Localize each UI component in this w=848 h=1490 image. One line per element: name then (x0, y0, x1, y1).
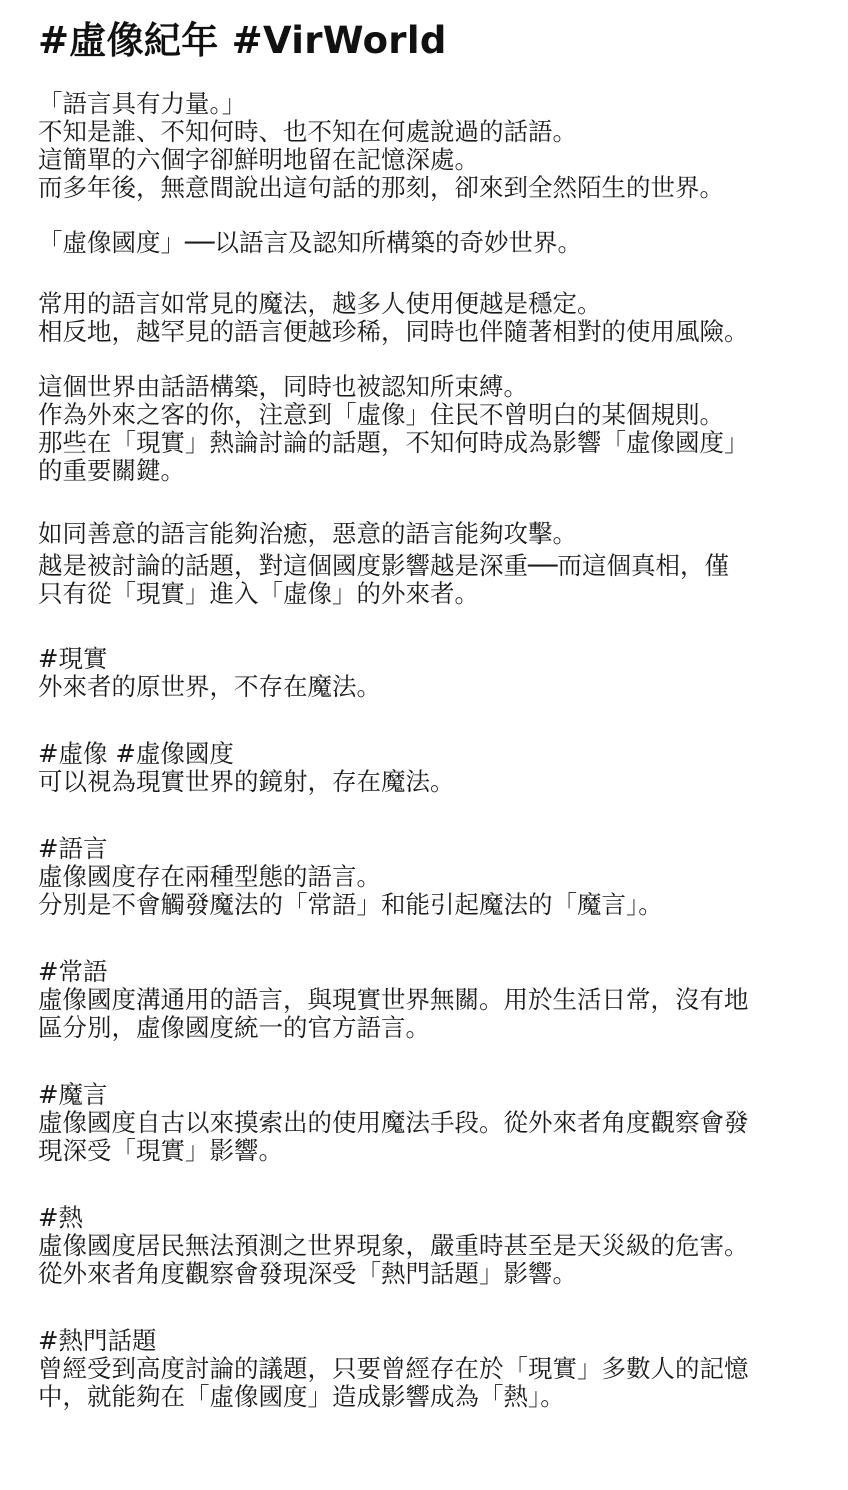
world-rule-line: 這個世界由話語構築，同時也被認知所束縛。 (38, 372, 528, 401)
truth-line: 越是被討論的話題，對這個國度影響越是深重──而這個真相，僅 (38, 551, 729, 580)
intro-section (38, 90, 812, 202)
definition-line: 「虛像國度」──以語言及認知所構築的奇妙世界。 (38, 228, 582, 257)
glossary-line: 虛像國度存在兩種型態的語言。 (38, 862, 381, 891)
world-rule-line: 作為外來之客的你，注意到「虛像」住民不曾明白的某個規則。 (38, 400, 724, 429)
glossary-line: 區分別，虛像國度統一的官方語言。 (38, 1013, 430, 1042)
intro-line: 而多年後，無意間說出這句話的那刻，卻來到全然陌生的世界。 (38, 173, 724, 202)
glossary-line: 曾經受到高度討論的議題，只要曾經存在於「現實」多數人的記憶 (38, 1354, 749, 1383)
glossary-magic-words (38, 1080, 812, 1165)
glossary-heat (38, 1203, 812, 1288)
glossary-tag: #虛像 #虛像國度 (38, 739, 234, 768)
intro-line: 這簡單的六個字卻鮮明地留在記憶深處。 (38, 145, 479, 174)
glossary-line: 中，就能夠在「虛像國度」造成影響成為「熱」。 (38, 1382, 565, 1411)
glossary-line: 可以視為現實世界的鏡射，存在魔法。 (38, 767, 455, 796)
glossary-line: 外來者的原世界，不存在魔法。 (38, 672, 381, 701)
glossary-hot-topic (38, 1326, 812, 1411)
glossary-line: 分別是不會觸發魔法的「常語」和能引起魔法的「魔言」。 (38, 890, 663, 919)
world-rule-line: 那些在「現實」熱論討論的話題，不知何時成為影響「虛像國度」 (38, 428, 749, 457)
glossary-common-speech (38, 957, 812, 1042)
intro-line: 「語言具有力量。」 (38, 89, 247, 118)
glossary-line: 虛像國度自古以來摸索出的使用魔法手段。從外來者角度觀察會發 (38, 1108, 749, 1137)
truth-line: 如同善意的語言能夠治癒，惡意的語言能夠攻擊。 (38, 519, 577, 548)
page-title: #虛像紀年 #VirWorld (38, 19, 447, 62)
glossary-line: 虛像國度居民無法預測之世界現象，嚴重時甚至是天災級的危害。 (38, 1231, 749, 1260)
glossary-tag: #熱 (38, 1203, 84, 1232)
truth-line: 只有從「現實」進入「虛像」的外來者。 (38, 579, 479, 608)
magic-rule-section (38, 290, 812, 346)
definition-section (38, 229, 812, 257)
truth-section (38, 520, 812, 608)
intro-line: 不知是誰、不知何時、也不知在何處說過的話語。 (38, 117, 577, 146)
glossary-tag: #常語 (38, 957, 108, 986)
glossary-tag: #熱門話題 (38, 1326, 157, 1355)
glossary-virtual (38, 739, 812, 796)
glossary-language (38, 834, 812, 919)
glossary-line: 從外來者角度觀察會發現深受「熱門話題」影響。 (38, 1259, 577, 1288)
world-rule-line: 的重要關鍵。 (38, 456, 185, 485)
glossary-tag: #魔言 (38, 1080, 108, 1109)
glossary-tag: #語言 (38, 834, 108, 863)
world-rule-section (38, 373, 812, 485)
magic-rule-line: 常用的語言如常見的魔法，越多人使用便越是穩定。 (38, 289, 602, 318)
glossary-tag: #現實 (38, 644, 108, 673)
glossary-line: 虛像國度溝通用的語言，與現實世界無關。用於生活日常，沒有地 (38, 985, 749, 1014)
magic-rule-line: 相反地，越罕見的語言便越珍稀，同時也伴隨著相對的使用風險。 (38, 317, 749, 346)
glossary-line: 現深受「現實」影響。 (38, 1136, 283, 1165)
glossary-reality (38, 644, 812, 701)
